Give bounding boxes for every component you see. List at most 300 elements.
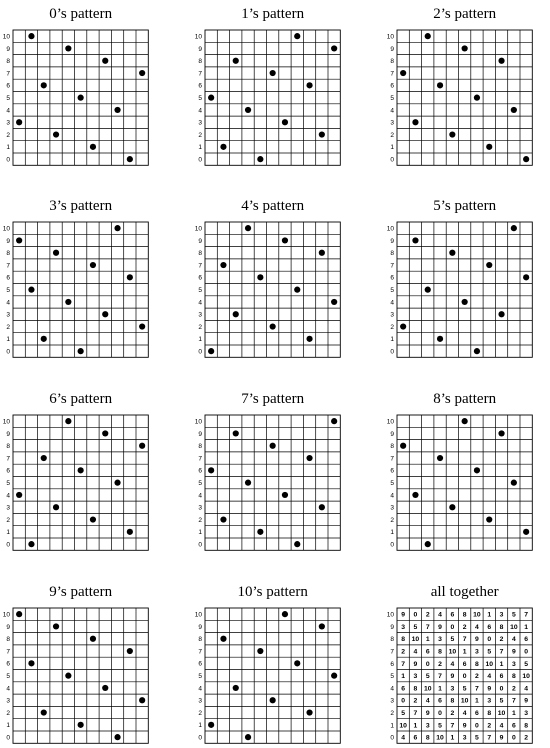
y-tick-label: 6 — [6, 274, 10, 282]
cell-value: 2 — [511, 685, 516, 693]
y-tick-label: 1 — [390, 336, 394, 344]
pattern-dot — [486, 516, 492, 522]
pattern-dot — [139, 70, 145, 76]
pattern-dot — [523, 529, 529, 535]
pattern-dot — [486, 262, 492, 268]
pattern-dot — [462, 299, 468, 305]
cell-value: 7 — [450, 722, 455, 730]
cell-value: 1 — [524, 623, 529, 631]
pattern-dot — [90, 144, 96, 150]
pattern-dot — [474, 95, 480, 101]
cell-value: 0 — [425, 660, 430, 668]
y-tick-label: 7 — [390, 70, 394, 78]
y-tick-label: 10 — [194, 418, 202, 426]
pattern-dot — [102, 430, 108, 436]
y-tick-label: 8 — [390, 443, 394, 451]
pattern-dot — [282, 492, 288, 498]
pattern-dot — [474, 348, 480, 354]
y-tick-label: 2 — [390, 131, 394, 139]
cell-value: 10 — [448, 648, 457, 656]
pattern-dot — [127, 529, 133, 535]
cell-value: 9 — [462, 722, 467, 730]
y-tick-label: 5 — [198, 672, 202, 680]
cell-value: 0 — [450, 623, 455, 631]
y-tick-label: 7 — [390, 262, 394, 270]
cell-value: 7 — [413, 709, 418, 717]
y-tick-label: 2 — [6, 131, 10, 139]
panel-title: 10’s pattern — [237, 584, 308, 600]
y-tick-label: 5 — [6, 94, 10, 102]
y-tick-label: 0 — [6, 734, 10, 742]
y-tick-label: 8 — [198, 636, 202, 644]
y-tick-label: 1 — [6, 144, 10, 152]
y-tick-label: 2 — [6, 516, 10, 524]
cell-value: 4 — [438, 611, 442, 619]
pattern-dot — [282, 119, 288, 125]
pattern-dot — [306, 709, 312, 715]
panel-title: 4’s pattern — [241, 198, 305, 214]
pattern-dot — [41, 709, 47, 715]
pattern-dot — [245, 480, 251, 486]
pattern-dot — [400, 70, 406, 76]
row-label: 1 — [390, 722, 394, 730]
cell-value: 2 — [499, 636, 504, 644]
pattern-panel — [3, 6, 149, 165]
y-tick-label: 10 — [2, 33, 10, 41]
pattern-dot — [523, 274, 529, 280]
y-tick-label: 3 — [6, 311, 10, 319]
y-tick-label: 9 — [198, 623, 202, 631]
y-tick-label: 1 — [6, 722, 10, 730]
pattern-dot — [412, 492, 418, 498]
y-tick-label: 6 — [390, 82, 394, 90]
y-tick-label: 8 — [390, 250, 394, 258]
y-tick-label: 7 — [6, 70, 10, 78]
y-tick-label: 9 — [198, 430, 202, 438]
y-tick-label: 5 — [390, 286, 394, 294]
y-tick-label: 6 — [198, 660, 202, 668]
pattern-dot — [412, 237, 418, 243]
y-tick-label: 3 — [6, 119, 10, 127]
pattern-dot — [16, 611, 22, 617]
pattern-dot — [511, 225, 517, 231]
pattern-dot — [102, 58, 108, 64]
y-tick-label: 9 — [6, 237, 10, 245]
cell-value: 9 — [401, 611, 406, 619]
cell-value: 10 — [411, 636, 420, 644]
cell-value: 7 — [462, 636, 467, 644]
y-tick-label: 2 — [198, 131, 202, 139]
pattern-dot — [28, 660, 34, 666]
y-tick-label: 0 — [198, 541, 202, 549]
y-tick-label: 7 — [198, 455, 202, 463]
row-label: 8 — [390, 636, 394, 644]
cell-value: 2 — [425, 611, 430, 619]
cell-value: 6 — [462, 660, 467, 668]
panel-title: all together — [430, 584, 499, 600]
pattern-dot — [425, 33, 431, 39]
cell-value: 1 — [462, 648, 467, 656]
pattern-dot — [139, 443, 145, 449]
cell-value: 2 — [450, 709, 455, 717]
cell-value: 2 — [438, 660, 442, 668]
y-tick-label: 9 — [6, 430, 10, 438]
pattern-dot — [437, 455, 443, 461]
y-tick-label: 6 — [390, 274, 394, 282]
y-tick-label: 0 — [390, 348, 394, 356]
cell-value: 8 — [413, 685, 418, 693]
cell-value: 10 — [436, 734, 444, 742]
cell-value: 3 — [401, 623, 406, 631]
y-tick-label: 9 — [6, 45, 10, 53]
panel-title: 2’s pattern — [433, 6, 497, 22]
cell-value: 6 — [511, 722, 516, 730]
y-tick-label: 4 — [198, 299, 202, 307]
cell-value: 0 — [511, 734, 516, 742]
y-tick-label: 4 — [390, 299, 394, 307]
pattern-dot — [400, 323, 406, 329]
pattern-dot — [449, 504, 455, 510]
pattern-dot — [270, 443, 276, 449]
cell-value: 0 — [524, 648, 529, 656]
panel-title: 8’s pattern — [433, 391, 497, 407]
pattern-dot — [331, 45, 337, 51]
pattern-dot — [282, 611, 288, 617]
panel-title: 9’s pattern — [49, 584, 113, 600]
y-tick-label: 1 — [390, 529, 394, 537]
y-tick-label: 8 — [6, 58, 10, 66]
cell-value: 5 — [413, 623, 418, 631]
row-label: 5 — [390, 673, 394, 681]
pattern-panel — [387, 391, 533, 550]
y-tick-label: 6 — [6, 82, 10, 90]
cell-value: 3 — [438, 636, 442, 644]
cell-value: 10 — [522, 673, 530, 681]
cell-value: 5 — [450, 636, 455, 644]
y-tick-label: 0 — [6, 541, 10, 549]
cell-value: 5 — [475, 734, 479, 742]
pattern-dot — [16, 237, 22, 243]
y-tick-label: 10 — [386, 418, 394, 426]
cell-value: 7 — [499, 648, 504, 656]
pattern-panel — [195, 6, 341, 165]
cell-value: 8 — [511, 673, 516, 681]
pattern-dot — [65, 299, 71, 305]
panel-title: 7’s pattern — [241, 391, 305, 407]
pattern-dot — [245, 107, 251, 113]
y-tick-label: 7 — [198, 70, 202, 78]
all-together-panel — [387, 584, 533, 743]
pattern-dot — [257, 648, 263, 654]
y-tick-label: 10 — [2, 225, 10, 233]
cell-value: 3 — [413, 673, 418, 681]
cell-value: 4 — [413, 648, 418, 656]
y-tick-label: 1 — [198, 529, 202, 537]
cell-value: 3 — [425, 722, 430, 730]
cell-value: 10 — [497, 709, 506, 717]
cell-value: 2 — [524, 734, 529, 742]
pattern-dot — [449, 250, 455, 256]
cell-value: 5 — [438, 722, 442, 730]
y-tick-label: 10 — [2, 611, 10, 619]
pattern-dot — [53, 623, 59, 629]
cell-value: 6 — [425, 648, 430, 656]
y-tick-label: 0 — [6, 348, 10, 356]
pattern-dot — [257, 156, 263, 162]
pattern-panel — [3, 584, 149, 743]
y-tick-label: 4 — [6, 685, 10, 693]
panel-title: 5’s pattern — [433, 198, 497, 214]
pattern-dot — [28, 287, 34, 293]
y-tick-label: 8 — [6, 443, 10, 451]
cell-value: 9 — [413, 660, 418, 668]
pattern-panel — [3, 198, 149, 357]
y-tick-label: 10 — [2, 418, 10, 426]
y-tick-label: 4 — [198, 107, 202, 115]
pattern-dot — [523, 156, 529, 162]
y-tick-label: 0 — [198, 156, 202, 164]
y-tick-label: 2 — [6, 323, 10, 331]
cell-value: 10 — [399, 722, 407, 730]
cell-value: 8 — [462, 611, 467, 619]
cell-value: 0 — [462, 673, 467, 681]
pattern-dot — [114, 225, 120, 231]
cell-value: 7 — [487, 734, 492, 742]
pattern-dot — [462, 45, 468, 51]
pattern-panel — [195, 584, 341, 743]
y-tick-label: 9 — [390, 237, 394, 245]
cell-value: 4 — [511, 636, 516, 644]
pattern-dot — [233, 58, 239, 64]
cell-value: 4 — [524, 685, 529, 693]
cell-value: 7 — [401, 660, 406, 668]
pattern-dot — [270, 70, 276, 76]
row-label: 2 — [390, 709, 394, 717]
pattern-panel — [195, 198, 341, 357]
pattern-panel — [3, 391, 149, 550]
cell-value: 1 — [499, 660, 504, 668]
pattern-dot — [306, 336, 312, 342]
pattern-dot — [90, 262, 96, 268]
y-tick-label: 9 — [390, 45, 394, 53]
cell-value: 9 — [524, 697, 529, 705]
y-tick-label: 8 — [198, 250, 202, 258]
cell-value: 5 — [401, 709, 406, 717]
cell-value: 5 — [511, 611, 516, 619]
cell-value: 3 — [511, 660, 516, 668]
cell-value: 0 — [475, 722, 479, 730]
y-tick-label: 8 — [390, 58, 394, 66]
cell-value: 8 — [475, 660, 479, 668]
cell-value: 0 — [499, 685, 504, 693]
cell-value: 10 — [510, 623, 518, 631]
pattern-dot — [78, 467, 84, 473]
pattern-dot — [127, 648, 133, 654]
cell-value: 8 — [450, 697, 455, 705]
cell-value: 0 — [438, 709, 442, 717]
cell-value: 9 — [450, 673, 455, 681]
y-tick-label: 3 — [198, 311, 202, 319]
pattern-dot — [127, 156, 133, 162]
pattern-dot — [498, 430, 504, 436]
y-tick-label: 1 — [198, 336, 202, 344]
y-tick-label: 0 — [198, 734, 202, 742]
cell-value: 4 — [450, 660, 455, 668]
cell-value: 10 — [460, 697, 469, 705]
pattern-dot — [114, 734, 120, 740]
cell-value: 3 — [475, 648, 479, 656]
y-tick-label: 10 — [386, 225, 394, 233]
pattern-dot — [114, 107, 120, 113]
y-tick-label: 4 — [6, 107, 10, 115]
pattern-dot — [449, 131, 455, 137]
y-tick-label: 7 — [198, 262, 202, 270]
row-label: 0 — [390, 734, 394, 742]
pattern-dot — [486, 144, 492, 150]
pattern-dot — [306, 82, 312, 88]
cell-value: 9 — [475, 636, 479, 644]
y-tick-label: 6 — [390, 467, 394, 475]
y-tick-label: 3 — [198, 504, 202, 512]
y-tick-label: 4 — [390, 492, 394, 500]
pattern-dot — [294, 287, 300, 293]
cell-value: 4 — [475, 623, 479, 631]
pattern-dot — [294, 541, 300, 547]
y-tick-label: 10 — [386, 33, 394, 41]
cell-value: 8 — [438, 648, 442, 656]
y-tick-label: 9 — [390, 430, 394, 438]
panel-title: 1’s pattern — [241, 6, 305, 22]
cell-value: 6 — [499, 673, 504, 681]
cell-value: 4 — [462, 709, 467, 717]
y-tick-label: 2 — [390, 516, 394, 524]
y-tick-label: 9 — [198, 45, 202, 53]
pattern-dot — [139, 323, 145, 329]
cell-value: 6 — [475, 709, 479, 717]
pattern-panel — [387, 198, 533, 357]
y-tick-label: 5 — [390, 479, 394, 487]
pattern-dot — [425, 541, 431, 547]
pattern-panel — [195, 391, 341, 550]
panel-title: 6’s pattern — [49, 391, 113, 407]
pattern-dot — [65, 673, 71, 679]
cell-value: 1 — [511, 709, 516, 717]
cell-value: 8 — [487, 709, 492, 717]
y-tick-label: 9 — [6, 623, 10, 631]
pattern-dot — [257, 274, 263, 280]
cell-value: 6 — [401, 685, 406, 693]
cell-value: 9 — [487, 685, 492, 693]
cell-value: 1 — [438, 685, 442, 693]
y-tick-label: 0 — [390, 541, 394, 549]
pattern-dot — [257, 529, 263, 535]
y-tick-label: 8 — [198, 443, 202, 451]
y-tick-label: 3 — [198, 119, 202, 127]
pattern-dot — [220, 636, 226, 642]
pattern-dot — [425, 287, 431, 293]
cell-value: 5 — [524, 660, 529, 668]
pattern-dot — [245, 734, 251, 740]
y-tick-label: 5 — [6, 479, 10, 487]
cell-value: 7 — [475, 685, 479, 693]
cell-value: 4 — [425, 697, 430, 705]
cell-value: 5 — [499, 697, 504, 705]
y-tick-label: 6 — [198, 274, 202, 282]
y-tick-label: 1 — [198, 722, 202, 730]
y-tick-label: 2 — [6, 709, 10, 717]
y-tick-label: 3 — [6, 504, 10, 512]
y-tick-label: 1 — [390, 144, 394, 152]
y-tick-label: 5 — [6, 286, 10, 294]
pattern-dot — [233, 311, 239, 317]
cell-value: 1 — [401, 673, 406, 681]
cell-value: 1 — [425, 636, 430, 644]
y-tick-label: 7 — [198, 648, 202, 656]
cell-value: 5 — [462, 685, 467, 693]
cell-value: 1 — [487, 611, 492, 619]
cell-value: 2 — [401, 648, 406, 656]
panel-title: 3’s pattern — [49, 198, 113, 214]
pattern-dot — [78, 722, 84, 728]
cell-value: 4 — [401, 734, 406, 742]
cell-value: 7 — [438, 673, 442, 681]
pattern-dot — [114, 480, 120, 486]
y-tick-label: 9 — [198, 237, 202, 245]
y-tick-label: 10 — [194, 33, 202, 41]
pattern-dot — [331, 299, 337, 305]
pattern-dot — [319, 250, 325, 256]
pattern-dot — [102, 685, 108, 691]
y-tick-label: 7 — [6, 262, 10, 270]
y-tick-label: 3 — [6, 697, 10, 705]
pattern-dot — [208, 95, 214, 101]
pattern-dot — [28, 33, 34, 39]
pattern-dot — [220, 262, 226, 268]
cell-value: 7 — [425, 623, 430, 631]
y-tick-label: 1 — [6, 336, 10, 344]
cell-value: 1 — [413, 722, 418, 730]
cell-value: 2 — [413, 697, 418, 705]
cell-value: 8 — [524, 722, 529, 730]
cell-value: 4 — [487, 673, 492, 681]
pattern-dot — [437, 336, 443, 342]
cell-value: 2 — [475, 673, 479, 681]
pattern-dot — [53, 250, 59, 256]
pattern-dot — [294, 33, 300, 39]
cell-value: 5 — [425, 673, 430, 681]
pattern-dot — [233, 685, 239, 691]
y-tick-label: 2 — [198, 516, 202, 524]
y-tick-label: 3 — [198, 697, 202, 705]
pattern-dot — [220, 144, 226, 150]
y-tick-label: 4 — [6, 492, 10, 500]
y-tick-label: 1 — [6, 529, 10, 537]
row-label: 4 — [390, 685, 394, 693]
pattern-dot — [437, 82, 443, 88]
cell-value: 3 — [499, 611, 504, 619]
row-label: 3 — [390, 697, 394, 705]
cell-value: 8 — [499, 623, 504, 631]
pattern-dot — [102, 311, 108, 317]
y-tick-label: 0 — [198, 348, 202, 356]
pattern-panel — [387, 6, 533, 165]
pattern-dot — [319, 623, 325, 629]
cell-value: 1 — [450, 734, 455, 742]
y-tick-label: 8 — [6, 250, 10, 258]
cell-value: 0 — [487, 636, 492, 644]
pattern-dot — [53, 504, 59, 510]
cell-value: 10 — [473, 611, 481, 619]
